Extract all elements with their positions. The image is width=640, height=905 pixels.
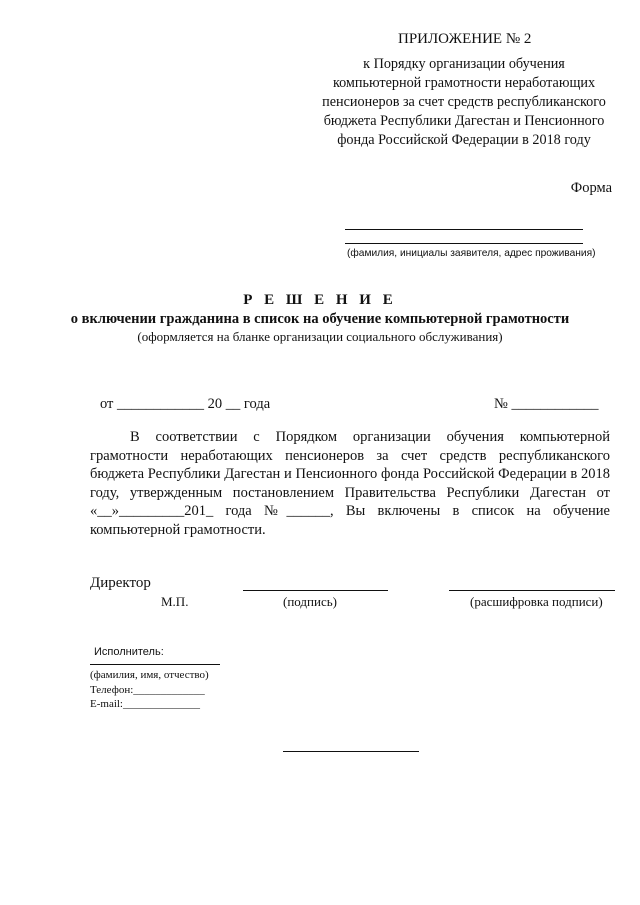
bottom-line bbox=[283, 751, 419, 752]
date-line: от ____________ 20 __ года bbox=[100, 396, 271, 412]
form-label: Форма bbox=[570, 180, 612, 196]
executor-label: Исполнитель: bbox=[94, 646, 164, 658]
director-label: Директор bbox=[90, 575, 151, 591]
executor-email: E-mail:______________ bbox=[90, 698, 200, 710]
document-heading: Р Е Ш Е Н И Е bbox=[243, 292, 397, 308]
decode-caption: (расшифровка подписи) bbox=[470, 594, 603, 609]
decision-body: В соответствии с Порядком организации обучения компьютерной грамотности неработающих пенсионеров за счет средств республиканского бюджета Республики Дагестан и Пенсионного фонда Российской Федерации в 2018 году, утвержденным постановлением Правительства Республики Дагестан от «__»_________201_ года №______, Вы включены в список на обучение компьютерной грамотности. bbox=[90, 429, 610, 538]
appendix-reference: к Порядку организации обучения компьютерной грамотности неработающих пенсионеров за счет средств республиканского бюджета Республики Дагестан и Пенсионного фонда Российской Федерации в 2018 году bbox=[322, 56, 606, 148]
signature-caption: (подпись) bbox=[283, 594, 337, 609]
decode-line bbox=[449, 590, 615, 591]
seal-label: М.П. bbox=[161, 594, 189, 609]
signature-line bbox=[243, 590, 388, 591]
document-subheading: о включении гражданина в список на обучение компьютерной грамотности bbox=[70, 311, 570, 327]
number-line: № ____________ bbox=[494, 396, 599, 412]
executor-name-caption: (фамилия, имя, отчество) bbox=[90, 669, 209, 681]
executor-name-line bbox=[90, 664, 220, 665]
applicant-caption: (фамилия, инициалы заявителя, адрес проживания) bbox=[347, 248, 596, 259]
document-subnote: (оформляется на бланке организации социального обслуживания) bbox=[137, 329, 503, 344]
appendix-title: ПРИЛОЖЕНИЕ № 2 bbox=[398, 31, 532, 47]
executor-phone: Телефон:_____________ bbox=[90, 684, 205, 696]
applicant-line-1 bbox=[345, 229, 583, 230]
applicant-line-2 bbox=[345, 243, 583, 244]
